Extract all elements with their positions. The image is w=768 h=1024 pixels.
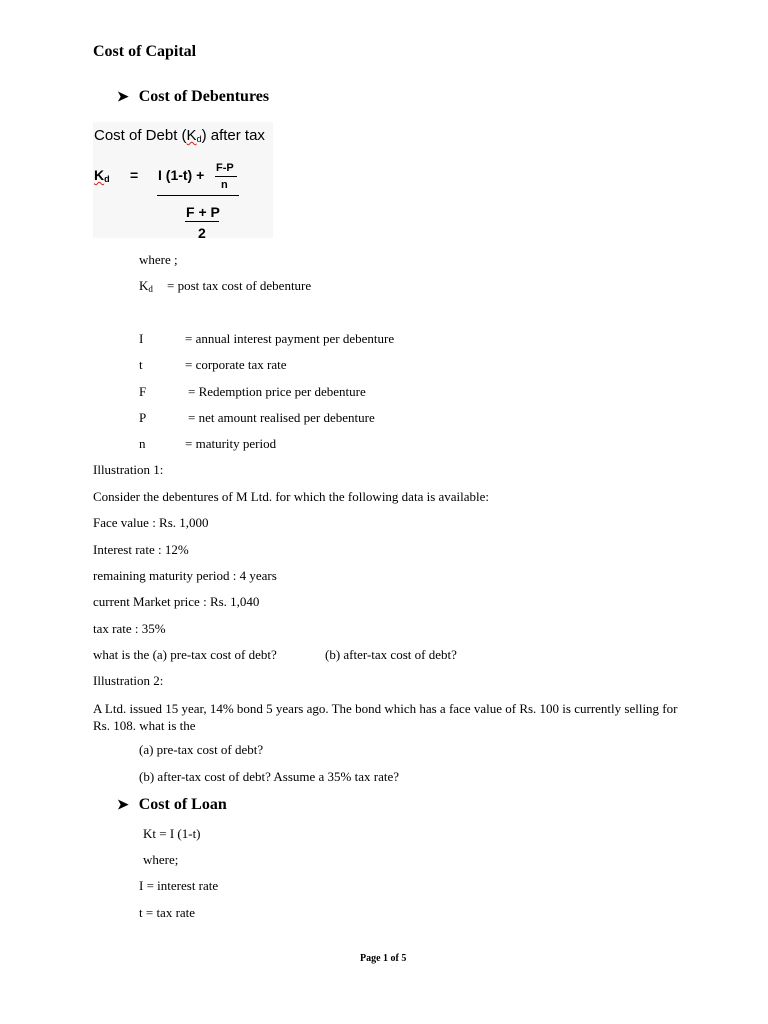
var-definition: = annual interest payment per debenture (185, 331, 395, 346)
formula-term: I (1-t) + (158, 167, 205, 183)
page-number: Page 1 of 5 (360, 953, 407, 964)
formula-lhs: $K_d$ (94, 167, 110, 184)
maturity-period: remaining maturity period : 4 years (93, 568, 277, 583)
question-a: what is the (a) pre-tax cost of debt? (93, 647, 277, 662)
market-price: current Market price : Rs. 1,040 (93, 594, 260, 609)
var-symbol: I (139, 331, 144, 346)
formula-equals: = (130, 167, 139, 183)
loan-formula: Kt = I (1-t) (143, 826, 201, 841)
formula-denominator-bottom: 2 (198, 225, 206, 241)
var-definition: = net amount realised per debenture (188, 410, 375, 425)
formula-denominator-top: F + P (186, 204, 220, 220)
var-definition: = Redemption price per debenture (188, 384, 366, 399)
heading-text: Cost of Loan (138, 796, 227, 813)
subheading-pre: Cost of Debt ( (94, 127, 187, 144)
loan-i-definition: I = interest rate (139, 878, 219, 893)
where-label: where ; (139, 252, 178, 267)
var-symbol: P (139, 410, 147, 425)
illustration2-question-b: (b) after-tax cost of debt? Assume a 35% tax rate? (139, 769, 399, 784)
subheading-k: $K_d$ (186, 127, 202, 144)
section-heading-loan (117, 796, 227, 814)
loan-where: where; (143, 852, 179, 867)
formula-inner-numerator: F-P (216, 162, 234, 174)
section-heading-debentures (117, 88, 269, 106)
question-b: (b) after-tax cost of debt? (325, 647, 457, 662)
loan-t-definition: t = tax rate (139, 905, 196, 920)
var-definition: = maturity period (185, 436, 277, 451)
denominator-fraction-bar (185, 221, 219, 222)
illustration2-title: Illustration 2: (93, 673, 164, 688)
illustration1-title: Illustration 1: (93, 462, 164, 477)
face-value: Face value : Rs. 1,000 (93, 515, 209, 530)
arrow-bullet-icon: ➤ (117, 90, 129, 105)
formula-inner-denominator: n (221, 179, 228, 191)
var-definition: = corporate tax rate (185, 357, 287, 372)
subheading-post: ) after tax (201, 127, 265, 144)
var-symbol: n (139, 436, 146, 451)
inner-fraction-bar (215, 176, 237, 177)
interest-rate: Interest rate : 12% (93, 542, 189, 557)
main-fraction-bar (157, 195, 239, 196)
arrow-bullet-icon: ➤ (117, 798, 129, 813)
kd-definition: = post tax cost of debenture (167, 278, 312, 293)
heading-text: Cost of Debentures (138, 88, 270, 105)
illustration1-intro: Consider the debentures of M Ltd. for which the following data is available: (93, 489, 490, 504)
var-symbol: t (139, 357, 143, 372)
var-symbol: F (139, 384, 147, 399)
formula-subheading (94, 127, 265, 144)
illustration2-question-a: (a) pre-tax cost of debt? (139, 742, 264, 757)
page-title: Cost of Capital (93, 43, 197, 60)
illustration2-body: A Ltd. issued 15 year, 14% bond 5 years ago. The bond which has a face value of Rs. 100 is currently selling for Rs. 108. what is the (93, 701, 678, 733)
tax-rate: tax rate : 35% (93, 621, 166, 636)
kd-symbol: $K_d$ (139, 278, 153, 294)
